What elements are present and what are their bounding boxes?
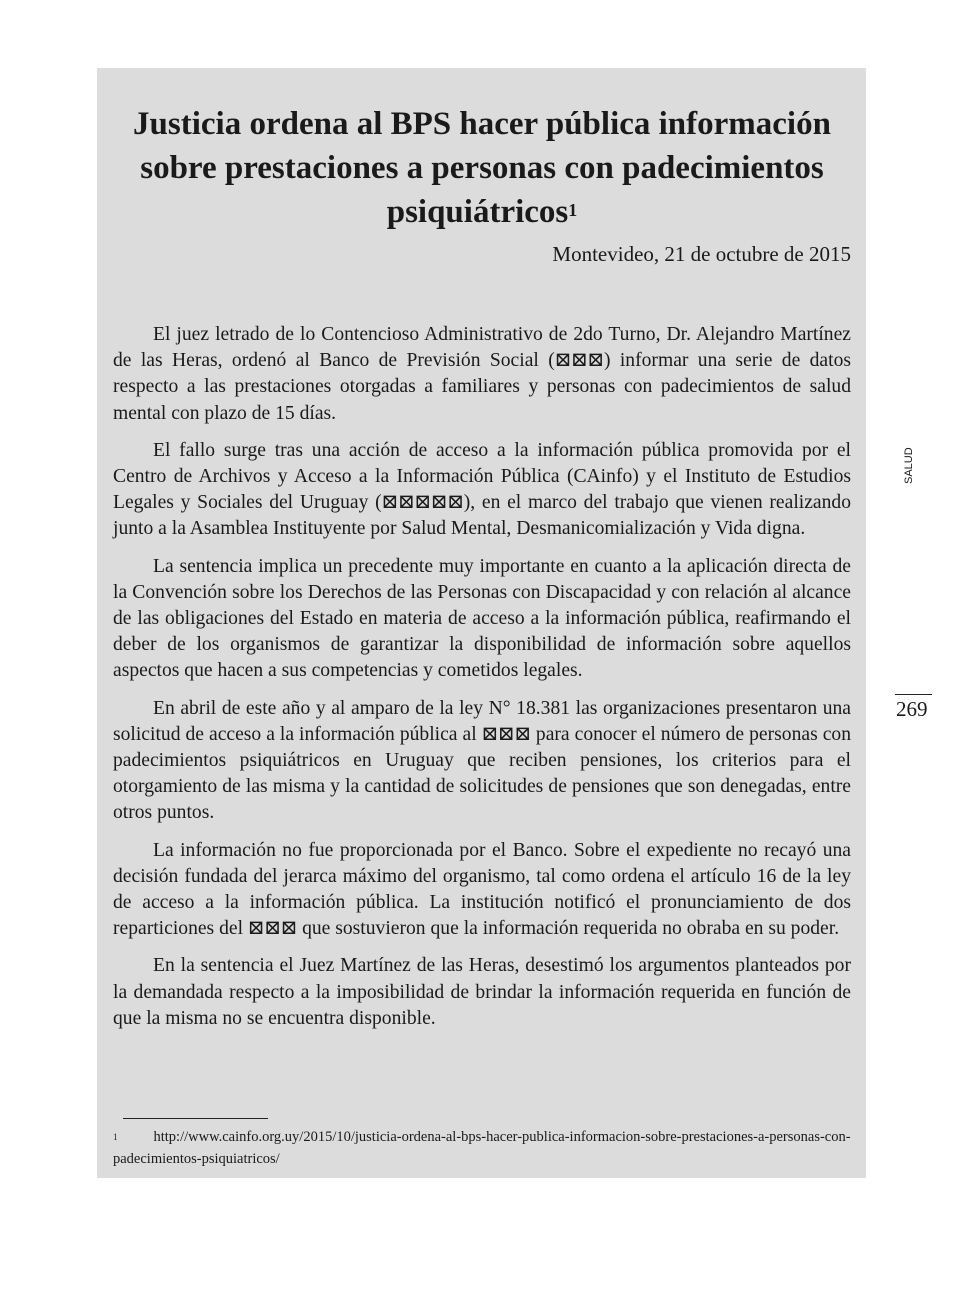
footnote [113, 1126, 851, 1170]
article-body [113, 322, 851, 1043]
page-number: 269 [896, 697, 928, 721]
section-label: SALUD [903, 447, 915, 484]
footnote-reference[interactable]: 1 [568, 200, 578, 221]
article-title [113, 102, 851, 234]
footnote-number: 1 [113, 1132, 118, 1142]
paragraph: El fallo surge tras una acción de acceso a la información pública promovida por el Centro de Archivos y Acceso a la Información Pública (CAinfo) y el Instituto de Estudios Legales y Sociales del Uruguay (⊠⊠⊠⊠⊠), en el marco del trabajo que vienen realizando junto a la Asamblea Instituyente por Salud Mental, Desmanicomialización y Vida digna. [113, 439, 851, 540]
page-number-rule [895, 694, 932, 695]
paragraph: El juez letrado de lo Contencioso Administrativo de 2do Turno, Dr. Alejandro Martínez de las Heras, ordenó al Banco de Previsión Social (⊠⊠⊠) informar una serie de datos respecto a las prestaciones otorgadas a familiares y personas con padecimientos de salud mental con plazo de 15 días. [113, 324, 851, 424]
paragraph: La sentencia implica un precedente muy importante en cuanto a la aplicación directa de la Convención sobre los Derechos de las Personas con Discapacidad y con relación al alcance de las obligaciones del Estado en materia de acceso a la información pública, reafirmando el deber de los organismos de garantizar la disponibilidad de información sobre aquellos aspectos que hacen a sus competencias y cometidos legales. [113, 555, 851, 682]
footnote-link[interactable]: http://www.cainfo.org.uy/2015/10/justicia-ordena-al-bps-hacer-publica-informacion-sobre-prestaciones-a-personas-con-padecimientos-psiquiatricos/ [113, 1129, 851, 1167]
paragraph: En la sentencia el Juez Martínez de las Heras, desestimó los argumentos planteados por la demandada respecto a la imposibilidad de brindar la información requerida en función de que la misma no se encuentra disponible. [113, 955, 851, 1029]
paragraph: En abril de este año y al amparo de la ley N° 18.381 las organizaciones presentaron una solicitud de acceso a la información pública al ⊠⊠⊠ para conocer el número de personas con padecimientos psiquiátricos en Uruguay que reciben pensiones, los criterios para el otorgamiento de las misma y la cantidad de solicitudes de pensiones que son denegadas, entre otros puntos. [113, 697, 851, 824]
title-text: Justicia ordena al BPS hacer pública información sobre prestaciones a personas con padecimientos psiquiátricos [133, 106, 831, 231]
dateline: Montevideo, 21 de octubre de 2015 [552, 242, 851, 266]
footnote-divider [123, 1118, 268, 1119]
paragraph: La información no fue proporcionada por el Banco. Sobre el expediente no recayó una decisión fundada del jerarca máximo del organismo, tal como ordena el artículo 16 de la ley de acceso a la información pública. La institución notificó el pronunciamiento de dos reparticiones del ⊠⊠⊠ que sostuvieron que la información requerida no obraba en su poder. [113, 839, 851, 940]
